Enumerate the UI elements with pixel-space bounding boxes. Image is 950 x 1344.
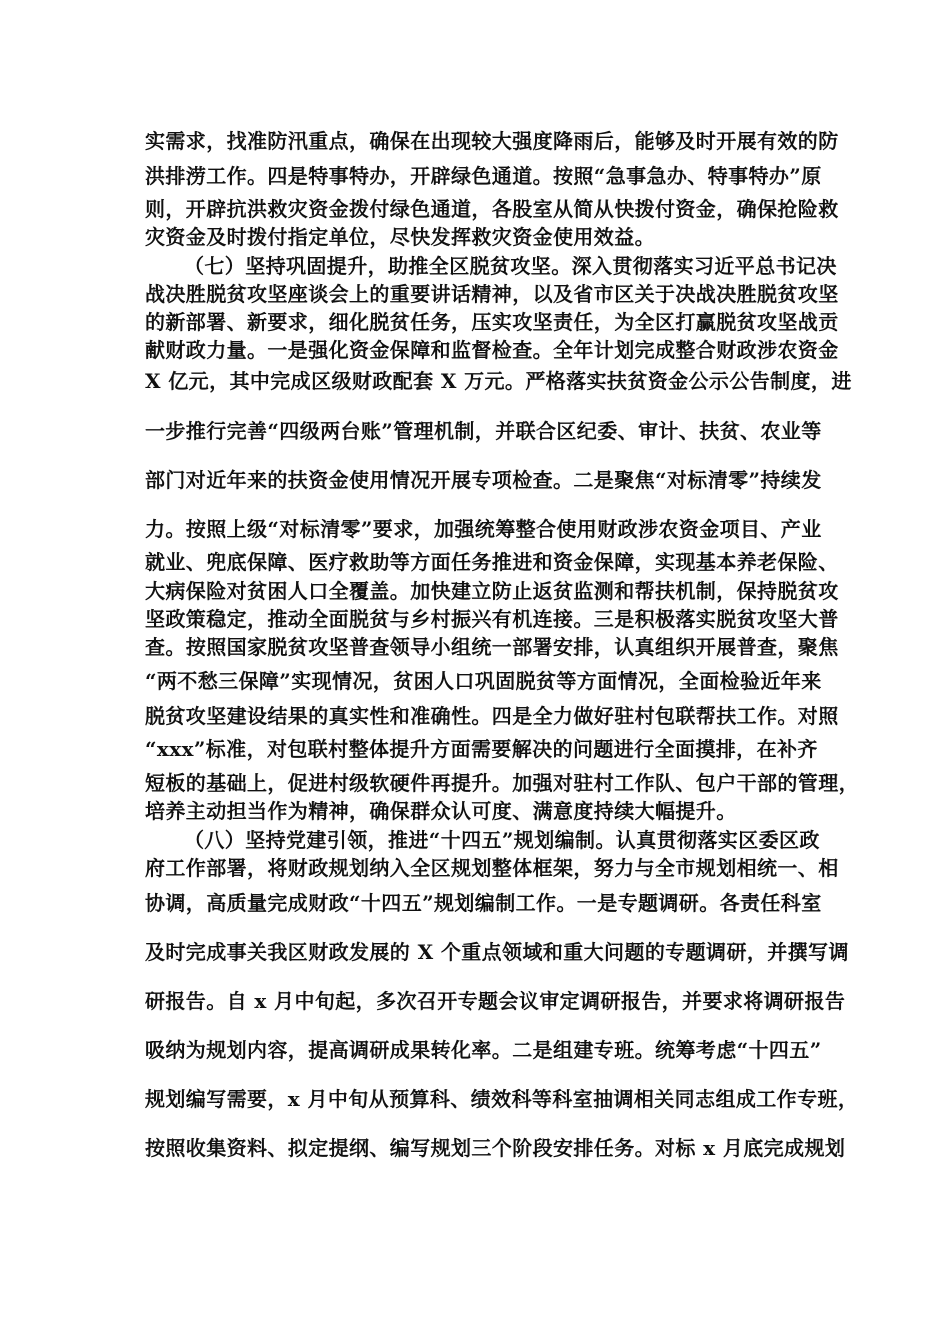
paragraph-line: 洪排涝工作。四是特事特办，开辟绿色通道。按照“急事急办、特事特办”原	[145, 164, 822, 188]
paragraph-line: 协调，高质量完成财政“十四五”规划编制工作。一是专题调研。各责任科室	[145, 891, 822, 915]
paragraph-line: 就业、兜底保障、医疗救助等方面任务推进和资金保障，实现基本养老保险、	[145, 550, 839, 574]
section-heading-line: （八）坚持党建引领，推进“十四五”规划编制。认真贯彻落实区委区政	[184, 828, 820, 852]
paragraph-line: 坚政策稳定，推动全面脱贫与乡村振兴有机连接。三是积极落实脱贫攻坚大普	[145, 607, 839, 631]
paragraph-line: 灾资金及时拨付指定单位，尽快发挥救灾资金使用效益。	[145, 225, 655, 249]
paragraph-line: 部门对近年来的扶资金使用情况开展专项检查。二是聚焦“对标清零”持续发	[145, 468, 822, 492]
paragraph-line: 力。按照上级“对标清零”要求，加强统筹整合使用财政涉农资金项目、产业	[145, 517, 822, 541]
paragraph-line: X 亿元，其中完成区级财政配套 X 万元。严格落实扶贫资金公示公告制度，进	[145, 369, 852, 393]
paragraph-line: “两不愁三保障”实现情况，贫困人口巩固脱贫等方面情况，全面检验近年来	[145, 669, 822, 693]
paragraph-line: 脱贫攻坚建设结果的真实性和准确性。四是全力做好驻村包联帮扶工作。对照	[145, 704, 839, 728]
paragraph-line: 规划编写需要，x 月中旬从预算科、绩效科等科室抽调相关同志组成工作专班，	[145, 1087, 859, 1111]
paragraph-line: 研报告。自 x 月中旬起，多次召开专题会议审定调研报告，并要求将调研报告	[145, 989, 846, 1013]
paragraph-line: 的新部署、新要求，细化脱贫任务，压实攻坚责任，为全区打赢脱贫攻坚战贡	[145, 310, 839, 334]
paragraph-line: 按照收集资料、拟定提纲、编写规划三个阶段安排任务。对标 x 月底完成规划	[145, 1136, 846, 1160]
paragraph-line: 府工作部署，将财政规划纳入全区规划整体框架，努力与全市规划相统一、相	[145, 856, 839, 880]
section-heading-line: （七）坚持巩固提升，助推全区脱贫攻坚。深入贯彻落实习近平总书记决	[184, 254, 837, 278]
paragraph-line: 献财政力量。一是强化资金保障和监督检查。全年计划完成整合财政涉农资金	[145, 338, 839, 362]
paragraph-line: 及时完成事关我区财政发展的 X 个重点领域和重大问题的专题调研，并撰写调	[145, 940, 849, 964]
paragraph-line: 短板的基础上，促进村级软硬件再提升。加强对驻村工作队、包户干部的管理，	[145, 771, 859, 795]
paragraph-line: 战决胜脱贫攻坚座谈会上的重要讲话精神，以及省市区关于决战决胜脱贫攻坚	[145, 282, 839, 306]
paragraph-line: 大病保险对贫困人口全覆盖。加快建立防止返贫监测和帮扶机制，保持脱贫攻	[145, 579, 839, 603]
paragraph-line: 吸纳为规划内容，提高调研成果转化率。二是组建专班。统筹考虑“十四五”	[145, 1038, 822, 1062]
paragraph-line: 培养主动担当作为精神，确保群众认可度、满意度持续大幅提升。	[145, 799, 737, 823]
paragraph-line: 查。按照国家脱贫攻坚普查领导小组统一部署安排，认真组织开展普查，聚焦	[145, 635, 839, 659]
paragraph-line: 一步推行完善“四级两台账”管理机制，并联合区纪委、审计、扶贫、农业等	[145, 419, 822, 443]
paragraph-line: “xxx”标准，对包联村整体提升方面需要解决的问题进行全面摸排，在补齐	[145, 737, 818, 761]
paragraph-line: 则，开辟抗洪救灾资金拨付绿色通道，各股室从简从快拨付资金，确保抢险救	[145, 197, 839, 221]
paragraph-line: 实需求，找准防汛重点，确保在出现较大强度降雨后，能够及时开展有效的防	[145, 129, 839, 153]
